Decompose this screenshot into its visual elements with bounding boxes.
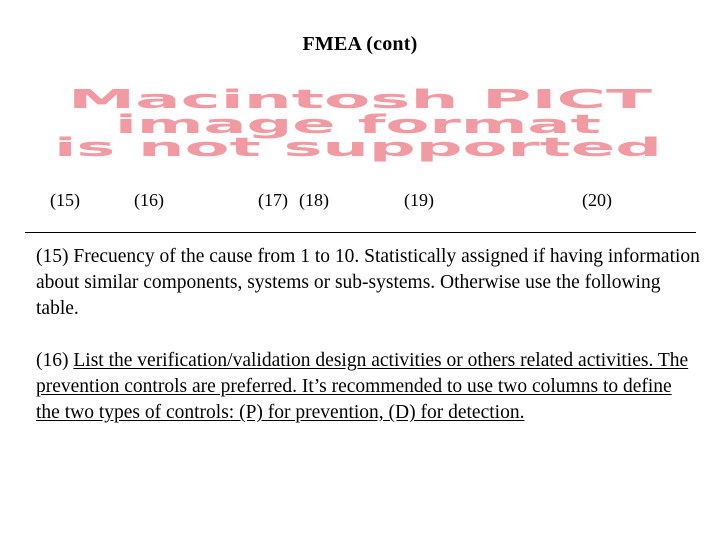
divider-line: [25, 232, 696, 233]
slide-title: FMEA (cont): [302, 33, 418, 55]
column-number-20: (20): [582, 190, 612, 210]
pict-line-2: image format: [115, 110, 601, 140]
note-16-text: List the verification/validation design activities or others related activities. The prevention controls are preferred. It’s recommended to use two columns to define the two types of controls: (P) for prevention, (D) for detection.: [36, 350, 689, 423]
pict-line-3: is not supported: [54, 133, 662, 163]
pict-placeholder-graphic: [40, 84, 680, 166]
note-16-paragraph: [36, 348, 700, 426]
column-number-16: (16): [134, 190, 164, 210]
column-number-17: (17): [258, 190, 288, 210]
pict-line-1: Macintosh PICT: [68, 85, 653, 115]
column-number-18: (18): [299, 190, 329, 210]
note-15-paragraph: (15) Frecuency of the cause from 1 to 10. Statistically assigned if having information about similar components, systems or sub-systems. Otherwise use the following table.: [36, 246, 700, 319]
unsupported-image-placeholder: [40, 84, 680, 166]
column-number-15: (15): [50, 190, 80, 210]
note-16-label: (16): [36, 350, 74, 371]
column-number-19: (19): [404, 190, 434, 210]
